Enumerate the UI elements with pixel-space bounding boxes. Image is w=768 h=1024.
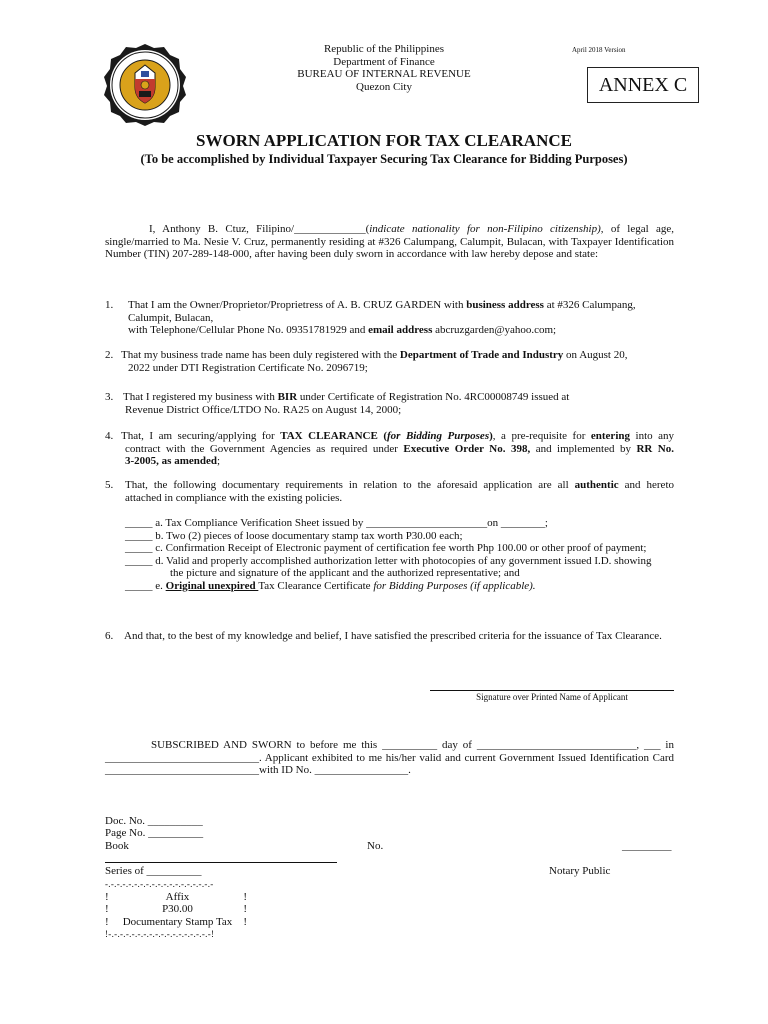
jurat-paragraph: SUBSCRIBED AND SWORN to before me this __________ day of _____________________________, ___ in ____________________________. Applicant exhibited to me his/her valid and current Government Issued Identification Card ____________________________with ID No. _________________. (105, 739, 674, 776)
item-3-number: 3. (105, 391, 114, 403)
item-6-number: 6. (105, 630, 114, 642)
annex-label: ANNEX C (587, 67, 699, 103)
header-republic: Republic of the Philippines (323, 43, 445, 55)
requirements-list (125, 517, 674, 592)
item-1: That I am the Owner/Proprietor/Proprietress of A. B. CRUZ GARDEN with business address at #326 Calumpang, Calumpit, Bulacan, with Telephone/Cellular Phone No. 09351781929 and email address abcruzgarden@yahoo.com; (128, 299, 636, 336)
item-1-number: 1. (105, 299, 114, 311)
item-4: That, I am securing/applying for TAX CLEARANCE (for Bidding Purposes), a pre-requisite for entering into any contract with the Government Agencies as required under Executive Order No. 398, and implemented by RR No. 3-2005, as amended; (121, 430, 675, 467)
notary-public-label: Notary Public (549, 865, 611, 877)
item-6: And that, to the best of my knowledge and belief, I have satisfied the prescribed criteria for the issuance of Tax Clearance. (124, 630, 662, 642)
signature-line (430, 690, 674, 691)
form-title: SWORN APPLICATION FOR TAX CLEARANCE (196, 131, 572, 150)
series-of: Series of __________ (105, 865, 202, 877)
book-no-blank: _________ (622, 840, 672, 852)
item-5-number: 5. (105, 479, 114, 491)
intro-paragraph: I, Anthony B. Ctuz, Filipino/_____________(indicate nationality for non-Filipino citizenship), of legal age, single/married to Ma. Nesie V. Cruz, permanently residing at #326 Calumpang, Calumpit, Bulacan, with Taxpayer Identification Number (TIN) 207-289-148-000, after having been duly sworn in accordance with law hereby depose and state: (105, 223, 674, 260)
item-2: That my business trade name has been duly registered with the Department of Trade and Industry on August 20, 2022 under DTI Registration Certificate No. 2096719; (121, 349, 628, 374)
form-subtitle: (To be accomplished by Individual Taxpayer Securing Tax Clearance for Bidding Purposes) (140, 152, 628, 166)
item-2-number: 2. (105, 349, 114, 361)
item-3: That I registered my business with BIR under Certificate of Registration No. 4RC00008749 issued at Revenue District Office/LTDO No. RA25 on August 14, 2000; (123, 391, 570, 416)
requirement-c: _____ c. Confirmation Receipt of Electronic payment of certification fee worth Php 100.00 or other proof of payment; (125, 542, 647, 554)
header-bureau: BUREAU OF INTERNAL REVENUE (297, 68, 471, 80)
version-label: April 2018 Version (572, 46, 626, 54)
book-no-label: No. (367, 840, 384, 852)
notary-divider (105, 862, 337, 863)
item-5: That, the following documentary requirements in relation to the aforesaid application are all authentic and hereto attached in compliance with the existing policies. (125, 479, 674, 504)
header-department: Department of Finance (333, 55, 435, 68)
requirement-d-cont: the picture and signature of the applicant and the authorized representative; and (170, 567, 520, 579)
requirement-b: _____ b. Two (2) pieces of loose documentary stamp tax worth P30.00 each; (125, 529, 463, 542)
requirement-d: _____ d. Valid and properly accomplished authorization letter with photocopies of any government issued I.D. showing (125, 554, 652, 567)
page-no: Page No. __________ (105, 827, 204, 839)
header-city: Quezon City (356, 80, 412, 93)
item-4-number: 4. (105, 430, 114, 442)
signature-label: Signature over Printed Name of Applicant (476, 692, 628, 702)
requirement-e: _____ e. Original unexpired Tax Clearance Certificate for Bidding Purposes (if applicable). (125, 579, 536, 592)
documentary-stamp-box: -.-.-.-.-.-.-.-.-.-.-.-.-.-.-.-.-.-.- ! Affix ! ! P30.00 ! ! Documentary Stamp Tax ! !-.-.-.-.-.-.-.-.-.-.-.-.-.-.-.-.-.-! (105, 879, 247, 939)
book-label: Book (105, 840, 129, 852)
requirement-a: _____ a. Tax Compliance Verification Sheet issued by ______________________on ________; (125, 517, 548, 529)
doc-no: Doc. No. __________ (105, 815, 203, 827)
